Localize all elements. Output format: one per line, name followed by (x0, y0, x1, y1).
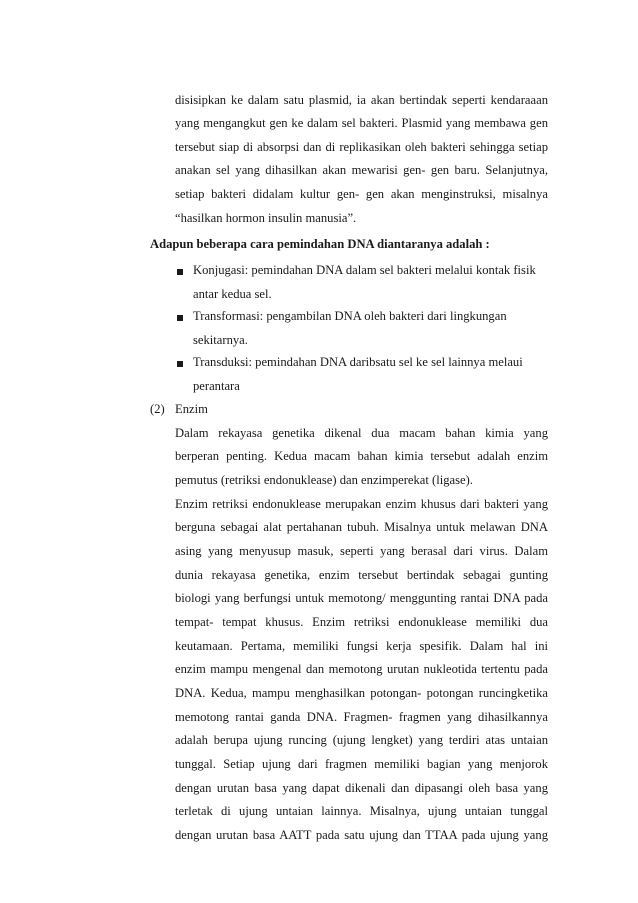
para3-line-3: asing yang menyusup masuk, seperti yang berasal dari virus. Dalam (175, 544, 548, 558)
para3-line-6: tempat- tempat khusus. Enzim retriksi endonuklease memiliki dua (175, 615, 548, 629)
bullet-3-line-2: perantara (193, 379, 240, 393)
para2-line-2: berperan penting. Kedua macam bahan kimia tersebut adalah enzim (175, 449, 548, 463)
bullet-2-line-1: Transformasi: pengambilan DNA oleh bakteri dari lingkungan (193, 309, 507, 323)
para3-line-8: enzim mampu mengenal dan memotong urutan nukleotida tertentu pada (175, 662, 548, 676)
para3-line-4: dunia rekayasa genetika, enzim tersebut bertindak sebagai gunting (175, 568, 548, 582)
para3-line-13: dengan urutan basa yang dapat dikenali dan dipasangi oleh basa yang (175, 781, 548, 795)
para2-line-1: Dalam rekayasa genetika dikenal dua macam bahan kimia yang (175, 426, 548, 440)
para3-line-14: terletak di ujung untaian lainnya. Misalnya, ujung untaian tunggal (175, 804, 548, 818)
para3-line-1: Enzim retriksi endonuklease merupakan enzim khusus dari bakteri yang (175, 497, 548, 511)
bullet-3-line-1: Transduksi: pemindahan DNA daribsatu sel ke sel lainnya melaui (193, 355, 523, 369)
bullet-2-line-2: sekitarnya. (193, 333, 248, 347)
bullet-marker-icon (177, 361, 183, 367)
para1-line-6: “hasilkan hormon insulin manusia”. (175, 211, 357, 225)
para3-line-5: biologi yang berfungsi untuk memotong/ menggunting rantai DNA pada (175, 591, 548, 605)
section-number: (2) (150, 402, 165, 416)
bullet-1-line-2: antar kedua sel. (193, 287, 272, 301)
para3-line-15: dengan urutan basa AATT pada satu ujung dan TTAA pada ujung yang (175, 828, 548, 842)
para2-line-3: pemutus (retriksi endonuklease) dan enzimperekat (ligase). (175, 473, 473, 487)
para1-line-3: tersebut siap di absorpsi dan di replikasikan oleh bakteri sehingga setiap (175, 140, 548, 154)
para3-line-9: DNA. Kedua, mampu menghasilkan potongan- potongan runcingketika (175, 686, 548, 700)
bullet-marker-icon (177, 269, 183, 275)
para1-line-2: yang mengangkut gen ke dalam sel bakteri. Plasmid yang membawa gen (175, 116, 548, 130)
para1-line-5: setiap bakteri didalam kultur gen- gen akan menginstruksi, misalnya (175, 187, 548, 201)
section-heading: Adapun beberapa cara pemindahan DNA diantaranya adalah : (150, 237, 490, 251)
para3-line-7: keutamaan. Pertama, memiliki fungsi kerja spesifik. Dalam hal ini (175, 639, 548, 653)
bullet-marker-icon (177, 315, 183, 321)
para3-line-10: memotong rantai ganda DNA. Fragmen- fragmen yang dihasilkannya (175, 710, 548, 724)
para3-line-12: tunggal. Setiap ujung dari fragmen memiliki bagian yang menjorok (175, 757, 548, 771)
bullet-1-line-1: Konjugasi: pemindahan DNA dalam sel bakteri melalui kontak fisik (193, 263, 536, 277)
section-title: Enzim (175, 402, 208, 416)
para1-line-4: anakan sel yang dihasilkan akan mewarisi gen- gen baru. Selanjutnya, (175, 163, 548, 177)
para3-line-11: adalah berupa ujung runcing (ujung lengket) yang terdiri atas untaian (175, 733, 548, 747)
para3-line-2: berguna sebagai alat pertahanan tubuh. Misalnya untuk melawan DNA (175, 520, 548, 534)
para1-line-1: disisipkan ke dalam satu plasmid, ia akan bertindak seperti kendaraaan (175, 93, 548, 107)
